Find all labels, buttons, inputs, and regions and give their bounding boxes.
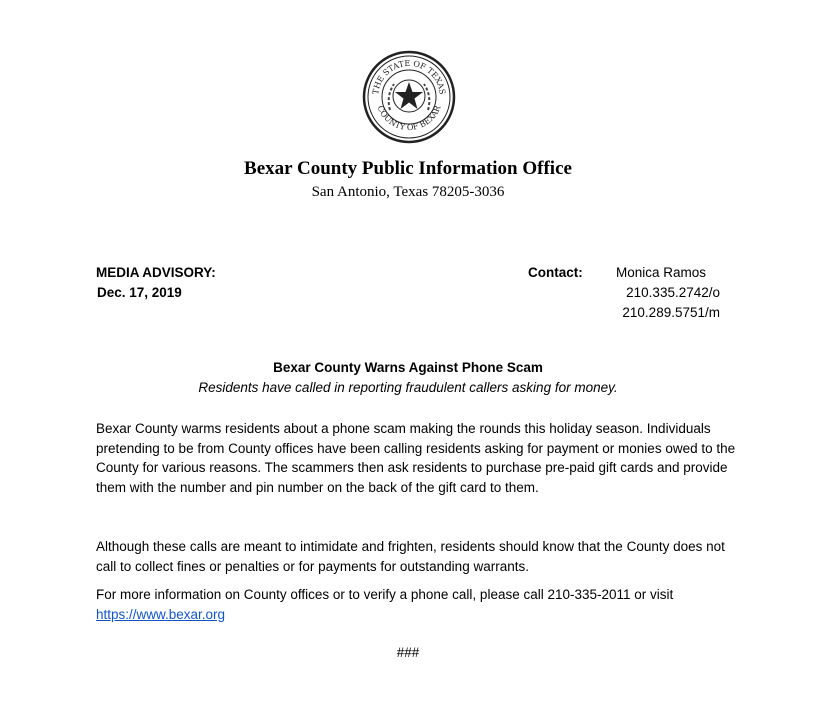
- bexar-county-seal: [362, 50, 456, 144]
- contact-phone-office: 210.335.2742/o: [626, 285, 720, 300]
- seal-outer-text: THE STATE OF TEXAS: [371, 58, 447, 96]
- contact-label: Contact:: [528, 265, 583, 280]
- headline: Bexar County Warns Against Phone Scam: [273, 360, 543, 375]
- paragraph-3-text: For more information on County offices or to verify a phone call, please call 210-335-2011 or visit: [96, 587, 674, 602]
- contact-phone-mobile: 210.289.5751/m: [622, 305, 720, 320]
- subheadline: Residents have called in reporting fraudulent callers asking for money.: [198, 380, 618, 395]
- media-advisory-label: MEDIA ADVISORY:: [96, 265, 216, 280]
- bexar-website-link[interactable]: https://www.bexar.org: [96, 606, 226, 622]
- body-paragraph-1: Bexar County warms residents about a phone scam making the rounds this holiday season. Individuals pretending to be from County offices have been calling residents asking for payment or monies owed to the County for various reasons. The scammers then ask residents to purchase pre-paid gift cards and provide them with the number and pin number on the back of the gift card to them.: [96, 421, 736, 495]
- end-mark: ###: [396, 645, 420, 660]
- organization-address: San Antonio, Texas 78205-3036: [311, 184, 505, 200]
- contact-name: Monica Ramos: [616, 265, 707, 280]
- body-paragraph-2: Although these calls are meant to intimidate and frighten, residents should know that the County does not call to collect fines or penalties or for payments for outstanding warrants.: [96, 539, 725, 574]
- seal-inner-text: COUNTY OF BEXAR: [375, 104, 443, 133]
- organization-name: Bexar County Public Information Office: [244, 158, 572, 179]
- body-paragraph-3: [96, 585, 736, 624]
- advisory-date: Dec. 17, 2019: [97, 285, 182, 300]
